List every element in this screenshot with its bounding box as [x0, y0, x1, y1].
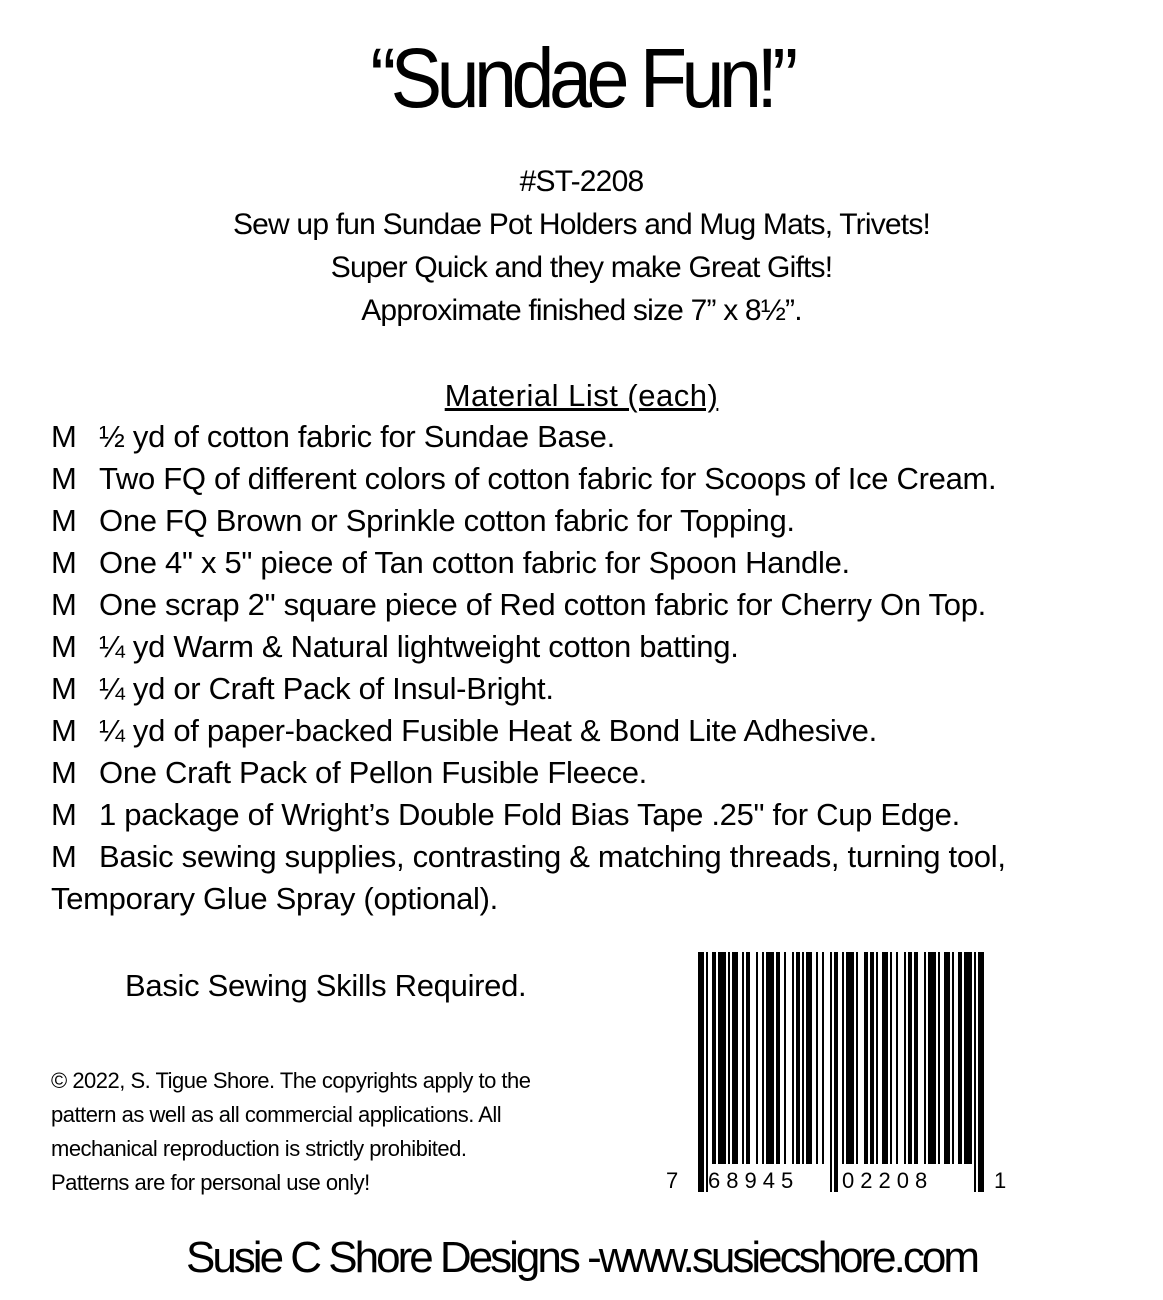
copyright-line: Patterns are for personal use only!: [51, 1170, 370, 1195]
barcode-bar: [746, 952, 750, 1164]
barcode: [660, 952, 1010, 1197]
barcode-bar: [964, 952, 972, 1164]
barcode-bar: [978, 952, 984, 1192]
barcode-bar: [924, 952, 926, 1164]
bullet-marker: M: [51, 587, 77, 622]
list-item: M One scrap 2" square piece of Red cotton fabric for Cherry On Top.: [51, 584, 1141, 626]
barcode-bar: [706, 952, 708, 1192]
barcode-bar: [876, 952, 878, 1164]
bullet-marker: M: [51, 545, 77, 580]
list-item: M ¼ yd or Craft Pack of Insul-Bright.: [51, 668, 1141, 710]
barcode-bar: [802, 952, 804, 1164]
barcode-bar: [762, 952, 764, 1164]
barcode-bar: [712, 952, 716, 1164]
description-line-3: Approximate finished size 7” x 8½”.: [361, 294, 802, 327]
barcode-bar: [856, 952, 858, 1164]
barcode-digit-left: 7: [666, 1168, 679, 1193]
pattern-info: [0, 160, 1163, 332]
copyright-line: mechanical reproduction is strictly prohibited.: [51, 1136, 467, 1161]
list-item: M Basic sewing supplies, contrasting & matching threads, turning tool, Temporary Glue Spray (optional).: [51, 836, 1141, 920]
bullet-marker: M: [51, 461, 77, 496]
list-item: M One FQ Brown or Sprinkle cotton fabric for Topping.: [51, 500, 1141, 542]
barcode-digits-group1: 68945: [708, 1168, 800, 1193]
bullet-marker: M: [51, 419, 77, 454]
copyright-line: pattern as well as all commercial applications. All: [51, 1102, 502, 1127]
barcode-bar: [974, 952, 976, 1192]
bullet-marker: M: [51, 629, 77, 664]
list-item: M ¼ yd Warm & Natural lightweight cotton batting.: [51, 626, 1141, 668]
barcode-bar: [732, 952, 738, 1164]
barcode-bar: [776, 952, 780, 1164]
barcode-bar: [908, 952, 912, 1164]
list-item: M ¼ yd of paper-backed Fusible Heat & Bond Lite Adhesive.: [51, 710, 1141, 752]
bullet-marker: M: [51, 671, 77, 706]
barcode-bar: [792, 952, 794, 1164]
bullet-marker: M: [51, 755, 77, 790]
list-item: M One Craft Pack of Pellon Fusible Fleece.: [51, 752, 1141, 794]
bullet-marker: M: [51, 503, 77, 538]
list-item: M Two FQ of different colors of cotton fabric for Scoops of Ice Cream.: [51, 458, 1141, 500]
material-list: [51, 416, 1141, 920]
barcode-bar: [890, 952, 892, 1164]
bullet-marker: M: [51, 839, 77, 874]
barcode-bar: [952, 952, 954, 1164]
barcode-bar: [944, 952, 950, 1164]
barcode-bar: [796, 952, 800, 1164]
barcode-bar: [718, 952, 726, 1164]
list-item: M 1 package of Wright’s Double Fold Bias Tape .25" for Cup Edge.: [51, 794, 1141, 836]
barcode-bar: [698, 952, 704, 1192]
barcode-bar: [830, 952, 832, 1192]
barcode-bar: [784, 952, 786, 1164]
barcode-bar: [842, 952, 844, 1164]
barcode-bar: [756, 952, 758, 1164]
barcode-bar: [928, 952, 936, 1164]
barcode-bar: [728, 952, 730, 1164]
material-list-heading: Material List (each): [444, 378, 719, 413]
barcode-bar: [882, 952, 888, 1164]
bullet-marker: M: [51, 713, 77, 748]
barcode-bar: [864, 952, 868, 1164]
barcode-bar: [742, 952, 744, 1164]
footer-credit: Susie C Shore Designs -www.susiecshore.com: [185, 1233, 978, 1282]
barcode-bar: [870, 952, 874, 1164]
barcode-bar: [846, 952, 854, 1164]
description-line-1: Sew up fun Sundae Pot Holders and Mug Mats, Trivets!: [232, 208, 931, 241]
barcode-bar: [822, 952, 824, 1164]
skills-note: Basic Sewing Skills Required.: [125, 968, 527, 1003]
barcode-bars: [698, 952, 984, 1192]
list-item: M ½ yd of cotton fabric for Sundae Base.: [51, 416, 1141, 458]
bullet-marker: M: [51, 797, 77, 832]
barcode-bar: [904, 952, 906, 1164]
barcode-digit-right: 1: [994, 1168, 1007, 1193]
barcode-bar: [896, 952, 898, 1164]
description-line-2: Super Quick and they make Great Gifts!: [330, 251, 833, 284]
copyright-notice: [51, 1064, 671, 1200]
barcode-bar: [914, 952, 918, 1164]
pattern-title: “Sundae Fun!”: [370, 31, 793, 125]
pattern-number: #ST-2208: [519, 165, 644, 198]
barcode-bar: [766, 952, 774, 1164]
list-item: M One 4" x 5" piece of Tan cotton fabric for Spoon Handle.: [51, 542, 1141, 584]
barcode-bar: [834, 952, 838, 1192]
copyright-line: © 2022, S. Tigue Shore. The copyrights apply to the: [51, 1068, 531, 1093]
barcode-bar: [938, 952, 940, 1164]
barcode-bar: [958, 952, 962, 1164]
barcode-bar: [816, 952, 818, 1164]
barcode-digits-group2: 02208: [842, 1168, 934, 1193]
barcode-bar: [806, 952, 812, 1164]
